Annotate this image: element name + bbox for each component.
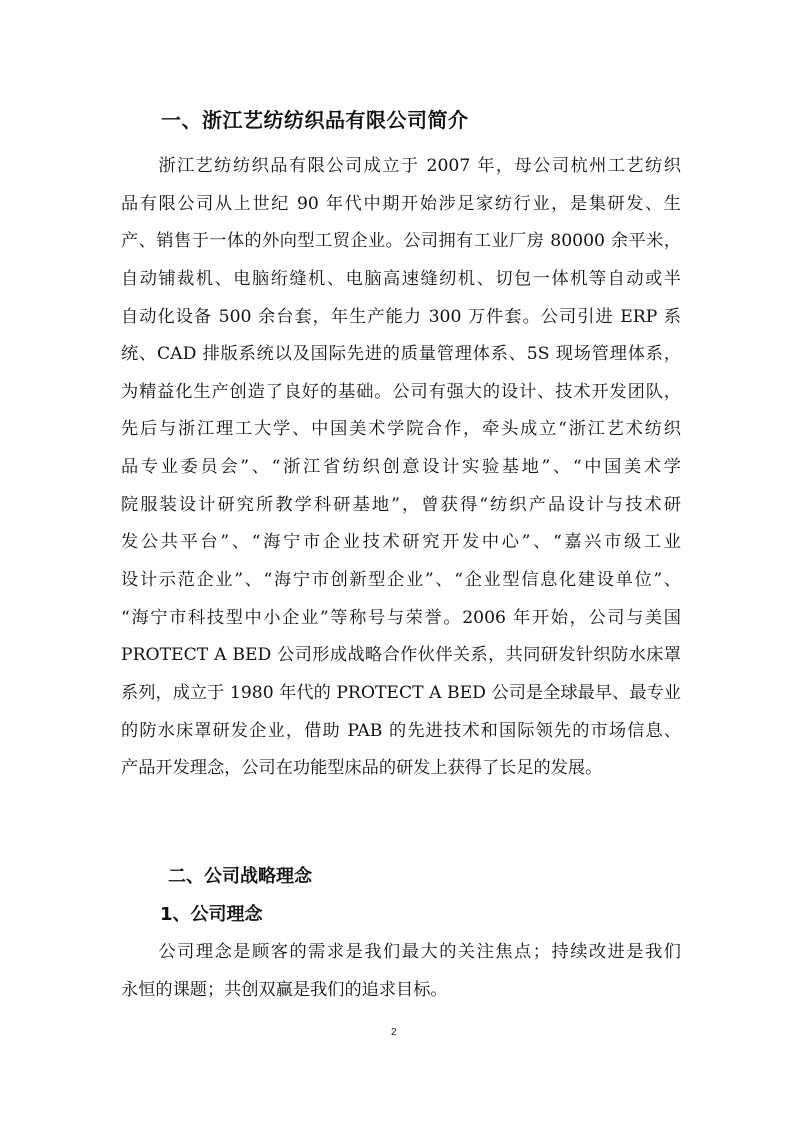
subheading-company-philosophy: 1、公司理念 bbox=[160, 904, 263, 925]
paragraph-line: 自动化设备 500 余台套，年生产能力 300 万件套。公司引进 ERP 系 bbox=[121, 306, 681, 327]
page-number: 2 bbox=[391, 1027, 397, 1038]
paragraph-line: 品有限公司从上世纪 90 年代中期开始涉足家纺行业，是集研发、生 bbox=[121, 193, 681, 214]
philosophy-paragraph bbox=[121, 934, 681, 1009]
paragraph-line: 产、销售于一体的外向型工贸企业。公司拥有工业厂房 80000 余平米， bbox=[121, 231, 681, 252]
paragraph-line: 为精益化生产创造了良好的基础。公司有强大的设计、技术开发团队， bbox=[121, 381, 681, 402]
paragraph-line: 的防水床罩研发企业，借助 PAB 的先进技术和国际领先的市场信息、 bbox=[121, 720, 681, 741]
paragraph-line: 设计示范企业”、“海宁市创新型企业”、“企业型信息化建设单位”、 bbox=[121, 570, 681, 591]
paragraph-line: 自动铺裁机、电脑绗缝机、电脑高速缝纫机、切包一体机等自动或半 bbox=[121, 268, 681, 289]
paragraph-line: 统、CAD 排版系统以及国际先进的质量管理体系、5S 现场管理体系， bbox=[121, 344, 681, 365]
paragraph-line: 产品开发理念，公司在功能型床品的研发上获得了长足的发展。 bbox=[121, 758, 603, 779]
paragraph-line: 永恒的课题；共创双赢是我们的追求目标。 bbox=[121, 979, 448, 1000]
paragraph-line: “海宁市科技型中小企业”等称号与荣誉。2006 年开始，公司与美国 bbox=[121, 607, 681, 628]
paragraph-line: 系列，成立于 1980 年代的 PROTECT A BED 公司是全球最早、最专业 bbox=[121, 682, 681, 703]
section-heading-company-intro: 一、浙江艺纺纺织品有限公司简介 bbox=[161, 108, 469, 132]
paragraph-line: 院服装设计研究所教学科研基地”，曾获得“纺织产品设计与技术研 bbox=[121, 494, 681, 515]
paragraph-line: PROTECT A BED 公司形成战略合作伙伴关系，共同研发针织防水床罩 bbox=[121, 645, 681, 666]
paragraph-line: 公司理念是顾客的需求是我们最大的关注焦点；持续改进是我们 bbox=[121, 942, 681, 962]
paragraph-line: 品专业委员会”、“浙江省纺织创意设计实验基地”、“中国美术学 bbox=[121, 457, 681, 478]
paragraph-line: 发公共平台”、“海宁市企业技术研究开发中心”、“嘉兴市级工业 bbox=[121, 532, 681, 553]
paragraph-line: 先后与浙江理工大学、中国美术学院合作，牵头成立“浙江艺术纺织 bbox=[121, 419, 681, 440]
paragraph-line: 浙江艺纺纺织品有限公司成立于 2007 年，母公司杭州工艺纺织 bbox=[121, 156, 681, 176]
company-intro-paragraph bbox=[121, 148, 681, 788]
section-heading-strategy: 二、公司战略理念 bbox=[168, 866, 312, 887]
